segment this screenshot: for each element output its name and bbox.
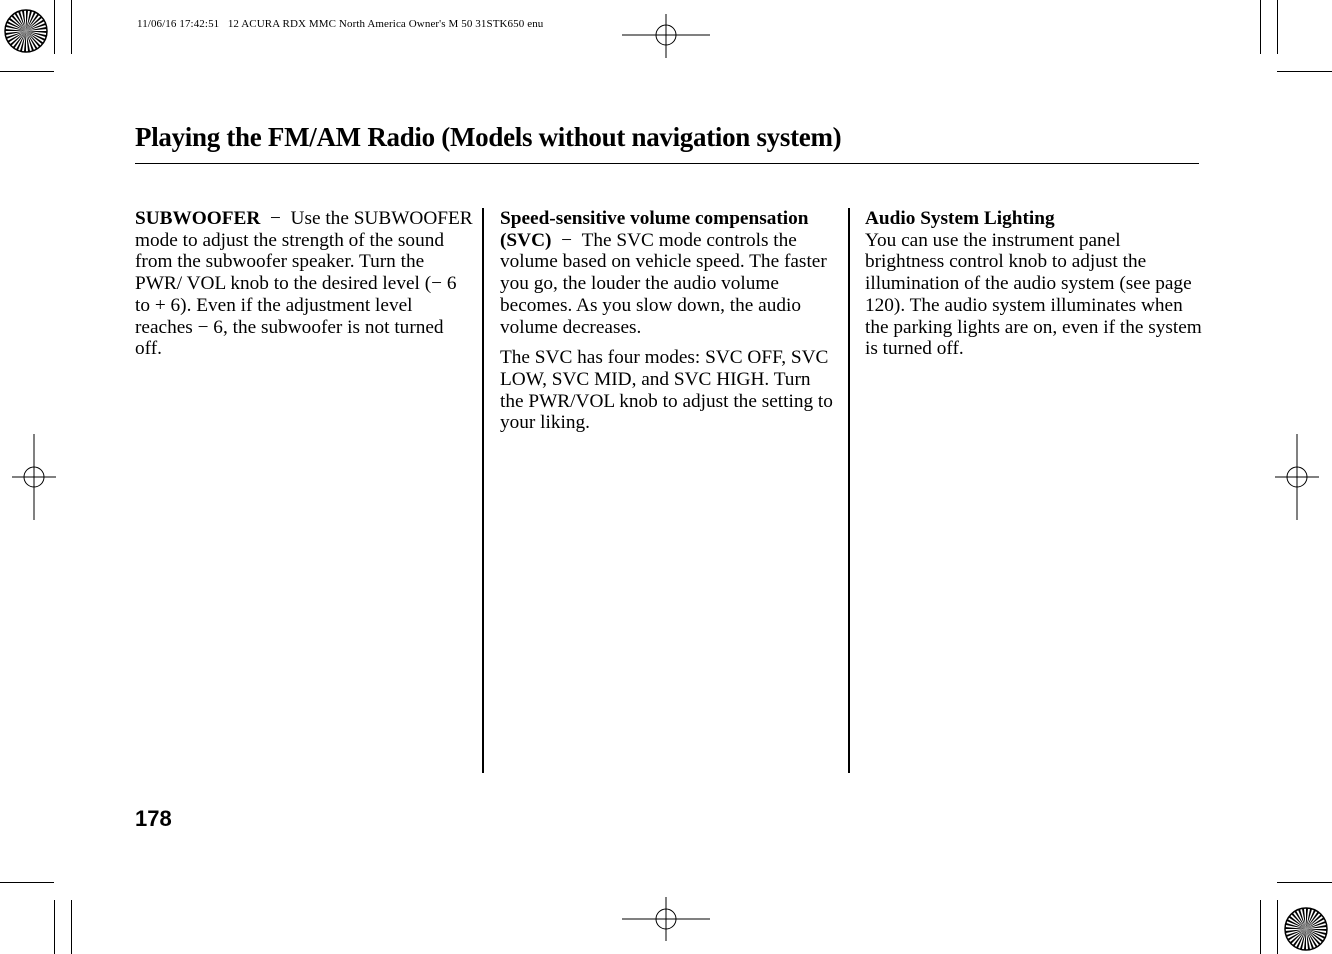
- registration-target-icon: [622, 14, 710, 58]
- crop-mark-icon: [54, 0, 55, 54]
- page-number: 178: [135, 806, 172, 831]
- paragraph: You can use the instrument panel brightness control knob to adjust the illumination of the audio system (see page 120). The audio system illuminates when the parking lights are on, even if the system is turned off.: [865, 229, 1202, 360]
- column-audio-lighting: [865, 208, 1203, 369]
- starburst-target-icon: [3, 8, 49, 54]
- title-rule: [135, 163, 1199, 164]
- crop-mark-icon: [54, 900, 55, 954]
- paragraph: [135, 208, 473, 360]
- crop-mark-icon: [71, 900, 72, 954]
- print-info: 11/06/16 17:42:51 12 ACURA RDX MMC North America Owner's M 50 31STK650 enu: [137, 18, 544, 30]
- registration-target-icon: [622, 897, 710, 941]
- dash: −: [561, 229, 572, 251]
- registration-target-icon: [12, 434, 56, 520]
- section-heading: SUBWOOFER: [135, 208, 261, 229]
- crop-mark-icon: [1277, 900, 1278, 954]
- crop-mark-icon: [1260, 900, 1261, 954]
- dash: −: [270, 208, 281, 229]
- column-separator: [482, 208, 484, 773]
- page-title: Playing the FM/AM Radio (Models without navigation system): [135, 122, 842, 152]
- crop-mark-icon: [0, 71, 54, 72]
- paragraph-text: Use the SUBWOOFER mode to adjust the strength of the sound from the subwoofer speaker. Turn the PWR/ VOL knob to the desired level (− 6 to + 6). Even if the adjustment level reaches − 6, the subwoofer is not turned off.: [135, 208, 473, 360]
- paragraph: [500, 208, 838, 338]
- section-heading: Audio System Lighting: [865, 208, 1055, 229]
- column-subwoofer: [135, 208, 473, 369]
- section-heading: Speed-sensitive volume compensation (SVC): [500, 208, 809, 251]
- column-separator: [848, 208, 850, 773]
- crop-mark-icon: [0, 882, 54, 883]
- crop-mark-icon: [1277, 0, 1278, 54]
- paragraph-text: The SVC mode controls the volume based on vehicle speed. The faster you go, the louder the audio volume becomes. As you slow down, the audio volume decreases.: [500, 229, 827, 338]
- column-svc: [500, 208, 838, 443]
- paragraph: The SVC has four modes: SVC OFF, SVC LOW, SVC MID, and SVC HIGH. Turn the PWR/VOL knob to adjust the setting to your liking.: [500, 347, 833, 434]
- starburst-target-icon: [1283, 906, 1329, 952]
- registration-target-icon: [1275, 434, 1319, 520]
- crop-mark-icon: [1260, 0, 1261, 54]
- crop-mark-icon: [1277, 882, 1332, 883]
- crop-mark-icon: [71, 0, 72, 54]
- crop-mark-icon: [1277, 71, 1332, 72]
